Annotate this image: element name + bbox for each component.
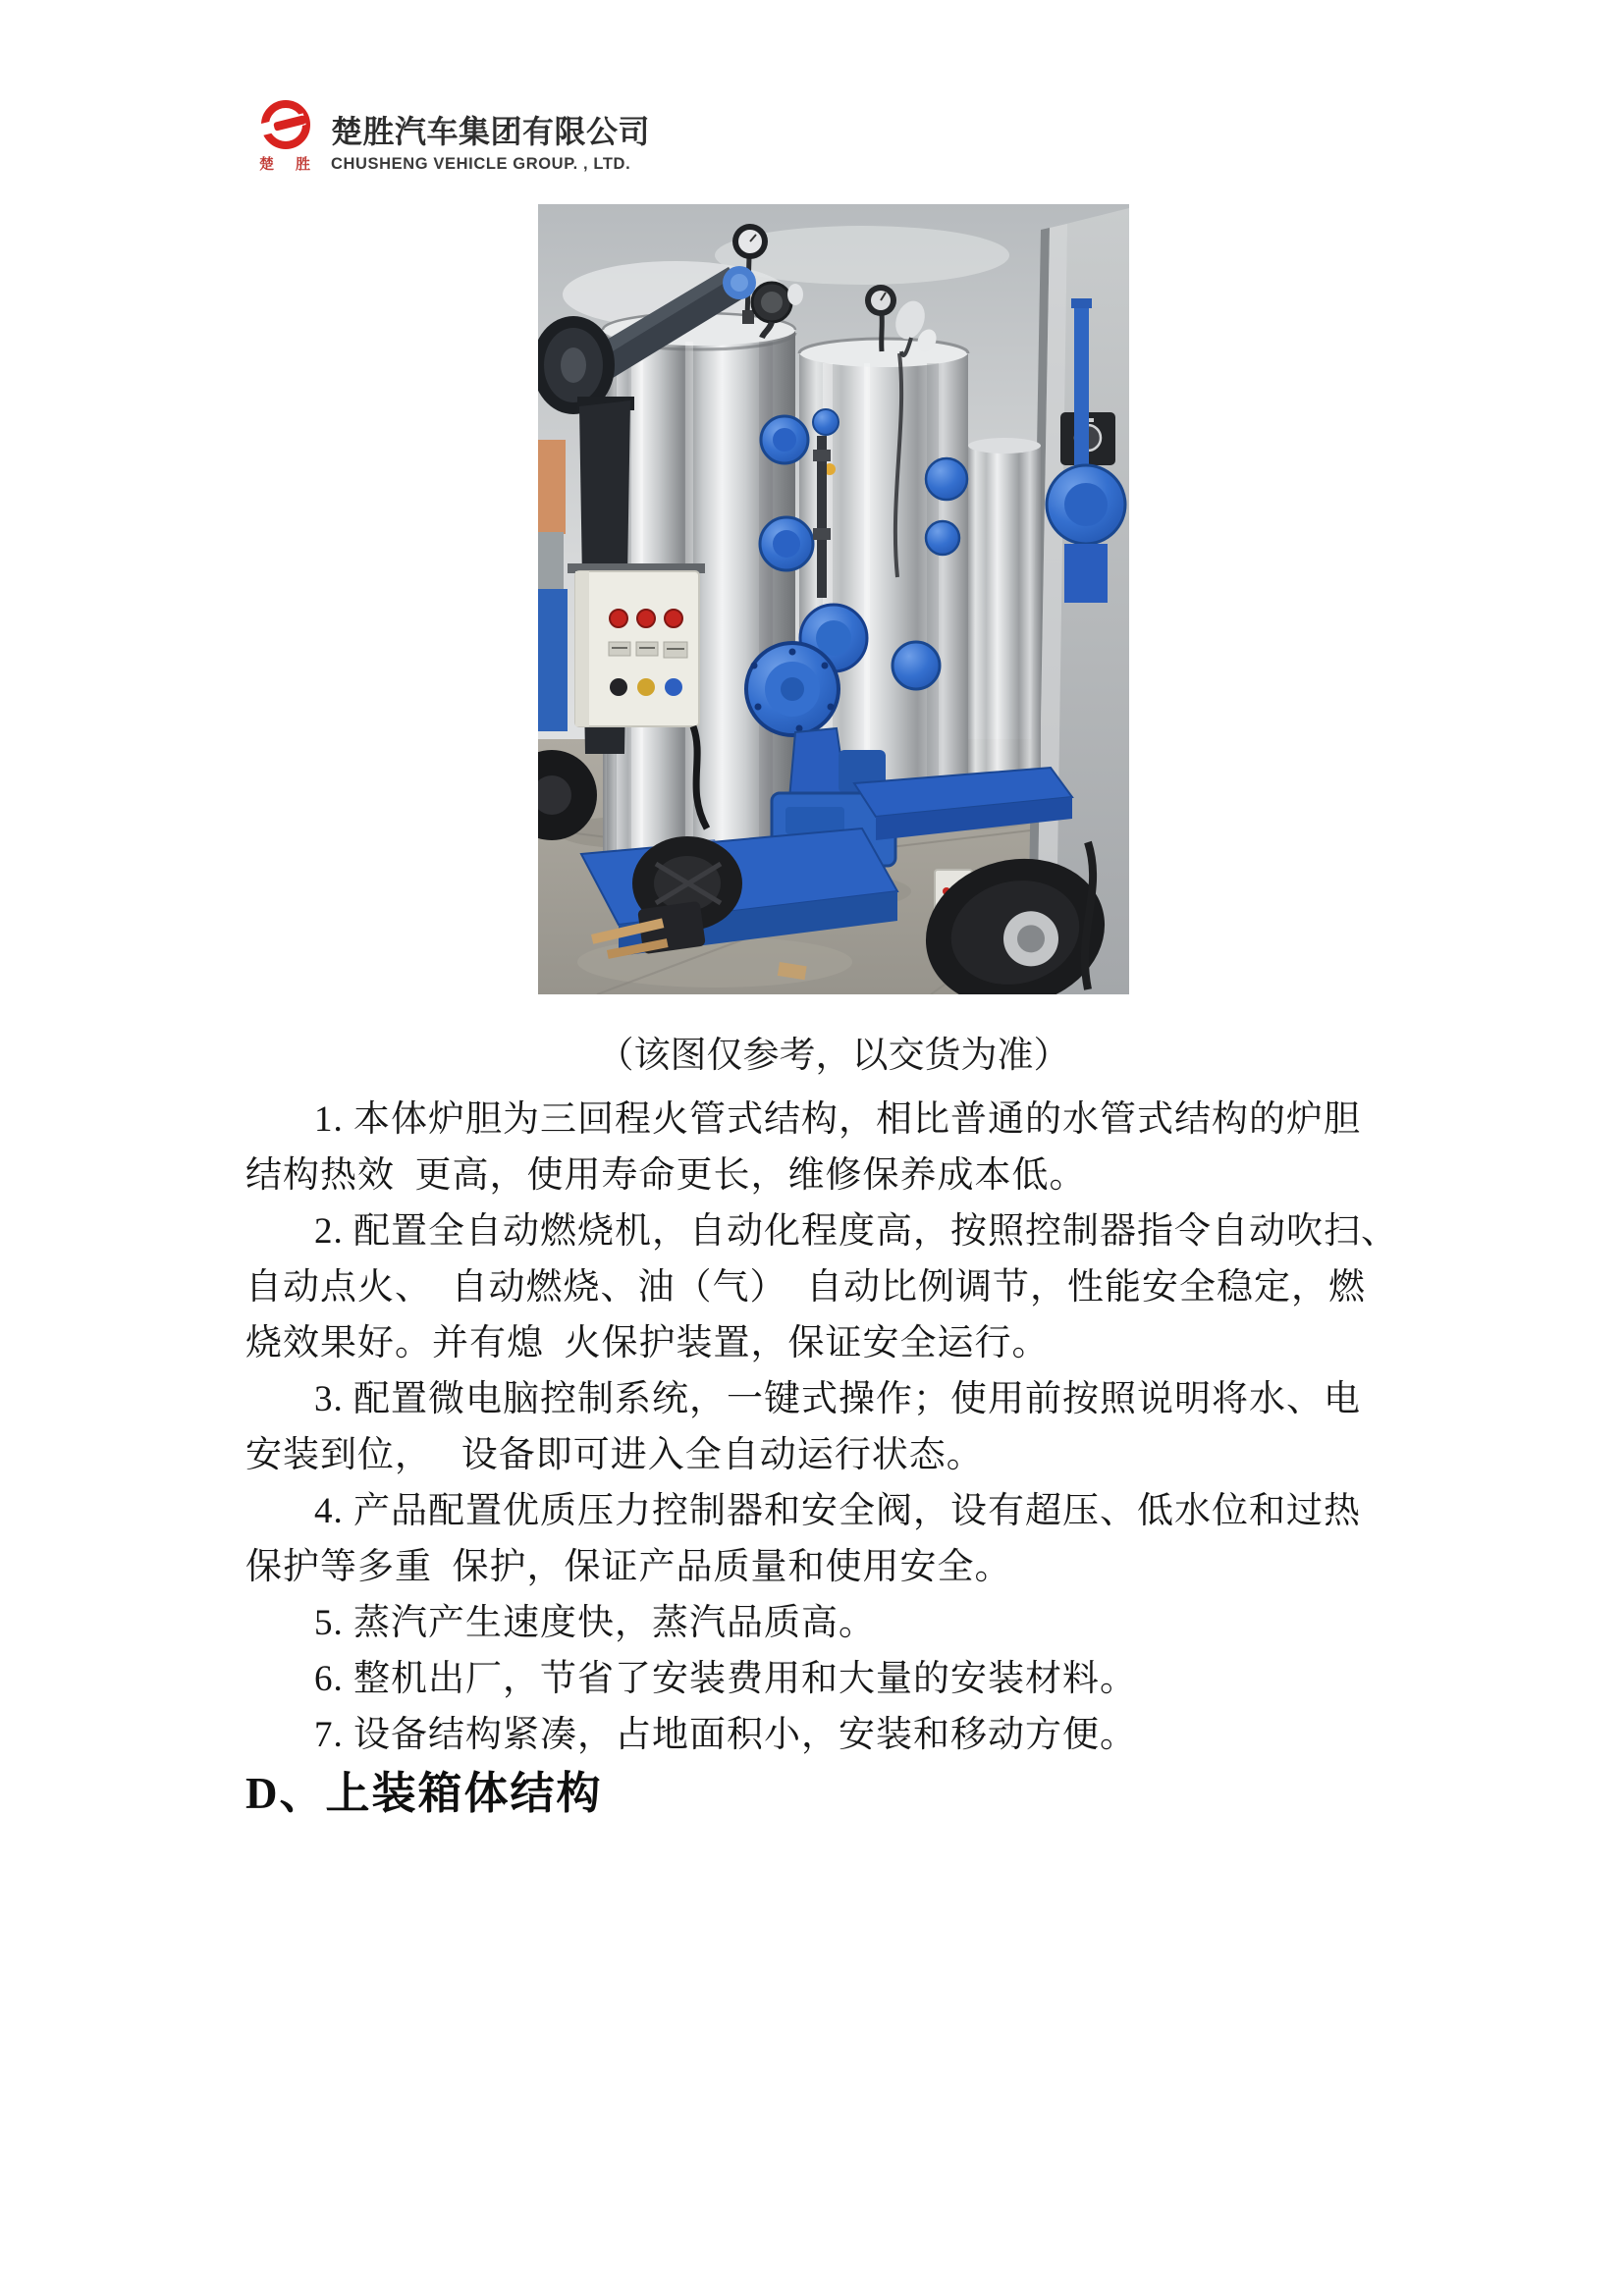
logo-emblem-graphic <box>258 98 313 153</box>
company-name-cn: 楚胜汽车集团有限公司 <box>331 114 651 149</box>
feature-line: 结构热效 更高，使用寿命更长，维修保养成本低。 <box>245 1155 1087 1196</box>
boiler-photo-illustration <box>538 204 1129 994</box>
boiler-back <box>968 438 1041 779</box>
company-name-en: CHUSHENG VEHICLE GROUP. , LTD. <box>331 155 631 173</box>
feature-line: 保护等多重 保护，保证产品质量和使用安全。 <box>245 1547 1012 1587</box>
logo-text <box>331 98 650 187</box>
product-photo <box>538 204 1129 994</box>
black-button <box>610 678 627 696</box>
logo-emblem-characters <box>259 153 310 174</box>
feature-list <box>245 1092 1398 1763</box>
logo-emblem-icon <box>258 98 313 187</box>
background-building <box>538 440 566 534</box>
feature-line: 7. 设备结构紧凑，占地面积小，安装和移动方便。 <box>314 1715 1137 1755</box>
red-button <box>610 610 627 627</box>
blue-machine-left <box>538 589 568 731</box>
yellow-button <box>637 678 655 696</box>
feature-line: 自动点火、 自动燃烧、油（气） 自动比例调节，性能安全稳定，燃 <box>245 1267 1366 1308</box>
company-logo <box>258 98 671 187</box>
blue-flange <box>926 521 959 555</box>
blue-button <box>665 678 682 696</box>
feature-line: 2. 配置全自动燃烧机，自动化程度高，按照控制器指令自动吹扫、 <box>314 1211 1398 1252</box>
feature-line: 5. 蒸汽产生速度快，蒸汽品质高。 <box>314 1603 876 1643</box>
feature-line: 烧效果好。并有熄 火保护装置，保证安全运行。 <box>245 1323 1050 1363</box>
red-button <box>637 610 655 627</box>
emblem-char: 楚 <box>259 157 275 173</box>
feature-line: 6. 整机出厂，节省了安装费用和大量的安装材料。 <box>314 1659 1137 1699</box>
feature-line: 3. 配置微电脑控制系统，一键式操作；使用前按照说明将水、电 <box>314 1379 1361 1419</box>
red-button <box>665 610 682 627</box>
feature-line: 安装到位， 设备即可进入全自动运行状态。 <box>245 1435 984 1475</box>
emblem-char: 胜 <box>295 157 310 173</box>
blue-flange <box>926 458 967 500</box>
photo-caption: （该图仅参考，以交货为准） <box>597 1036 1070 1076</box>
feature-line: 4. 产品配置优质压力控制器和安全阀，设有超压、低水位和过热 <box>314 1491 1361 1531</box>
blue-flange <box>893 642 940 689</box>
feature-line: 1. 本体炉胆为三回程火管式结构，相比普通的水管式结构的炉胆 <box>314 1099 1361 1140</box>
blue-flange <box>813 409 839 435</box>
section-heading: D、上装箱体结构 <box>245 1769 603 1818</box>
